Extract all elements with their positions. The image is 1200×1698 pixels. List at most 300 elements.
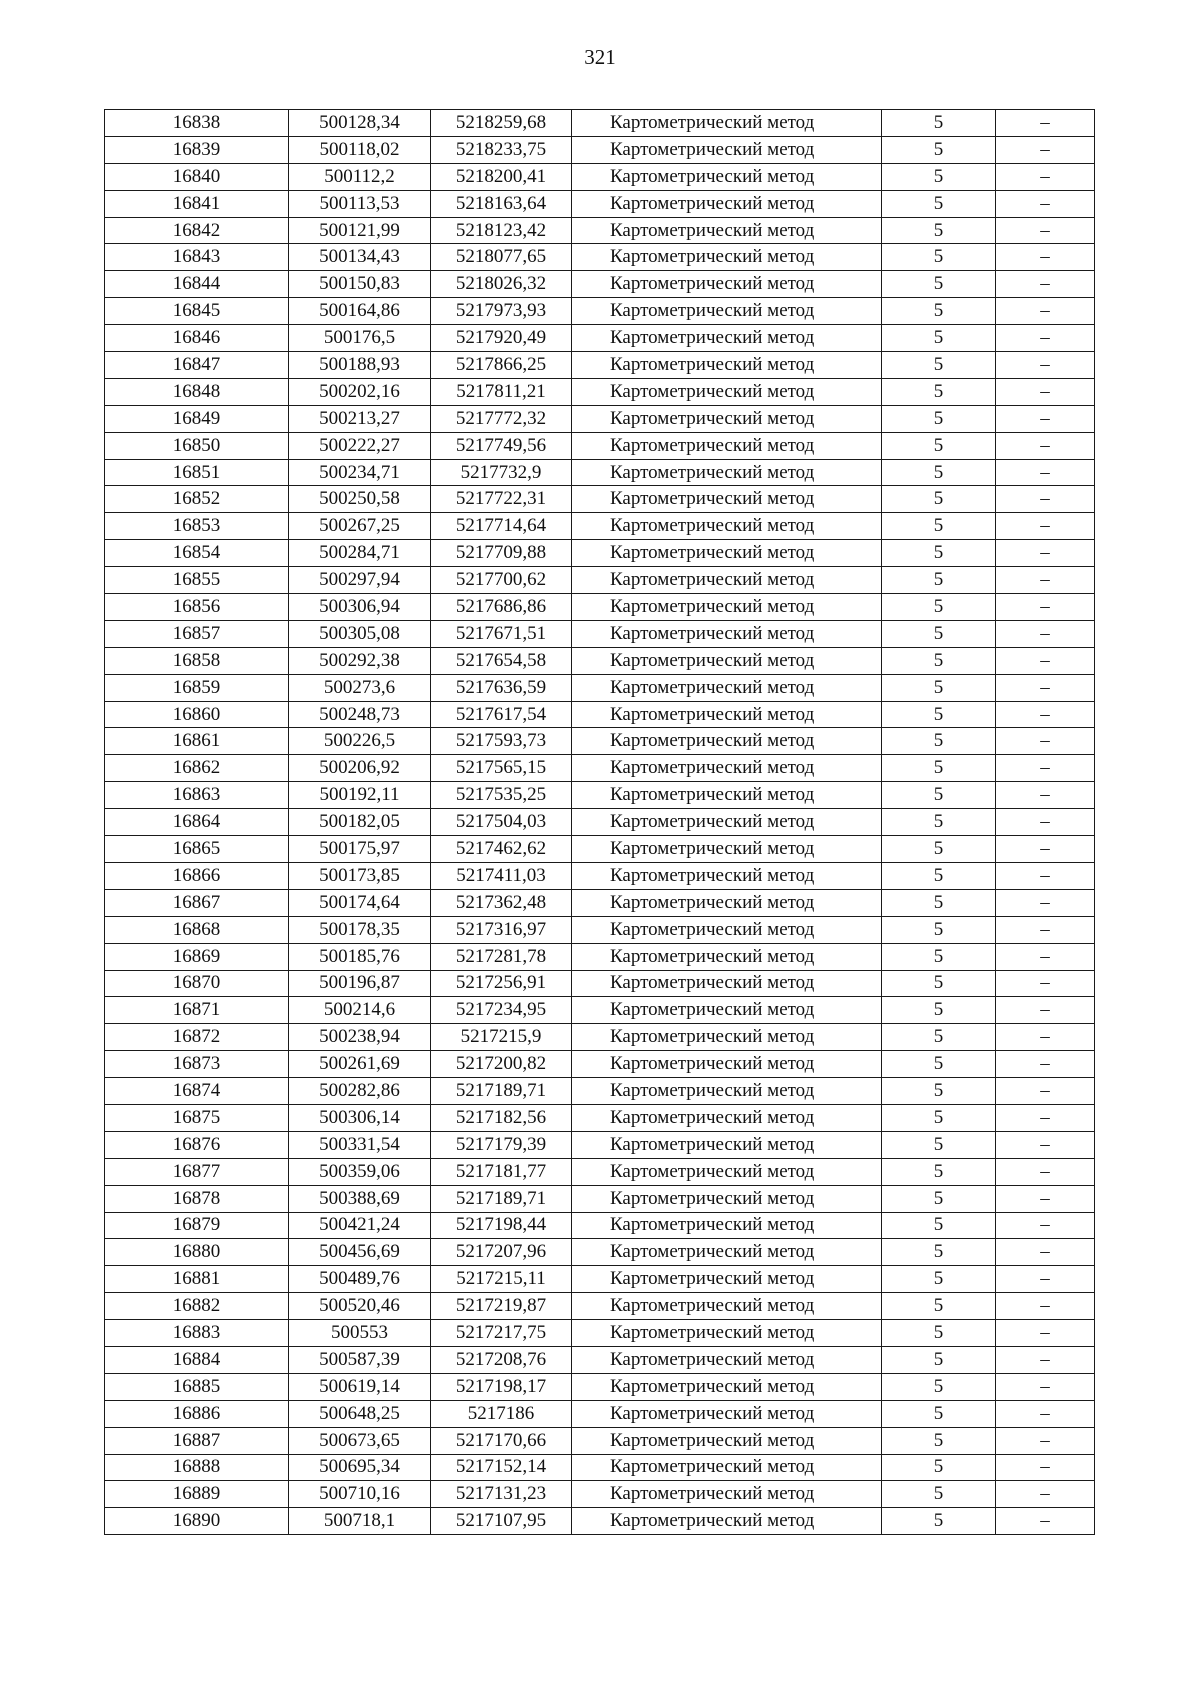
- method-cell: Картометрический метод: [572, 1131, 882, 1158]
- y-coordinate-cell: 5217714,64: [431, 513, 572, 540]
- accuracy-cell: 5: [882, 1024, 996, 1051]
- x-coordinate-cell: 500648,25: [289, 1400, 431, 1427]
- point-number-cell: 16864: [105, 809, 289, 836]
- method-cell: Картометрический метод: [572, 647, 882, 674]
- point-number-cell: 16882: [105, 1293, 289, 1320]
- y-coordinate-cell: 5218163,64: [431, 190, 572, 217]
- note-cell: –: [996, 674, 1095, 701]
- method-cell: Картометрический метод: [572, 1266, 882, 1293]
- note-cell: –: [996, 970, 1095, 997]
- method-cell: Картометрический метод: [572, 620, 882, 647]
- y-coordinate-cell: 5217671,51: [431, 620, 572, 647]
- point-number-cell: 16841: [105, 190, 289, 217]
- table-row: [105, 163, 1095, 190]
- point-number-cell: 16862: [105, 755, 289, 782]
- y-coordinate-cell: 5217217,75: [431, 1320, 572, 1347]
- point-number-cell: 16856: [105, 594, 289, 621]
- note-cell: –: [996, 486, 1095, 513]
- accuracy-cell: 5: [882, 513, 996, 540]
- accuracy-cell: 5: [882, 325, 996, 352]
- coordinates-table: [104, 109, 1095, 1535]
- y-coordinate-cell: 5217462,62: [431, 836, 572, 863]
- y-coordinate-cell: 5217411,03: [431, 862, 572, 889]
- point-number-cell: 16870: [105, 970, 289, 997]
- table-row: [105, 755, 1095, 782]
- table-row: [105, 1320, 1095, 1347]
- note-cell: –: [996, 1131, 1095, 1158]
- accuracy-cell: 5: [882, 862, 996, 889]
- note-cell: –: [996, 244, 1095, 271]
- table-row: [105, 1158, 1095, 1185]
- y-coordinate-cell: 5217749,56: [431, 432, 572, 459]
- method-cell: Картометрический метод: [572, 432, 882, 459]
- method-cell: Картометрический метод: [572, 809, 882, 836]
- y-coordinate-cell: 5217281,78: [431, 943, 572, 970]
- accuracy-cell: 5: [882, 1212, 996, 1239]
- table-row: [105, 943, 1095, 970]
- accuracy-cell: 5: [882, 1320, 996, 1347]
- method-cell: Картометрический метод: [572, 1239, 882, 1266]
- note-cell: –: [996, 916, 1095, 943]
- method-cell: Картометрический метод: [572, 352, 882, 379]
- accuracy-cell: 5: [882, 110, 996, 137]
- x-coordinate-cell: 500282,86: [289, 1078, 431, 1105]
- x-coordinate-cell: 500134,43: [289, 244, 431, 271]
- method-cell: Картометрический метод: [572, 970, 882, 997]
- accuracy-cell: 5: [882, 1454, 996, 1481]
- point-number-cell: 16853: [105, 513, 289, 540]
- point-number-cell: 16875: [105, 1104, 289, 1131]
- x-coordinate-cell: 500248,73: [289, 701, 431, 728]
- accuracy-cell: 5: [882, 594, 996, 621]
- point-number-cell: 16885: [105, 1373, 289, 1400]
- table-row: [105, 217, 1095, 244]
- y-coordinate-cell: 5218077,65: [431, 244, 572, 271]
- point-number-cell: 16860: [105, 701, 289, 728]
- accuracy-cell: 5: [882, 1158, 996, 1185]
- note-cell: –: [996, 1185, 1095, 1212]
- y-coordinate-cell: 5217316,97: [431, 916, 572, 943]
- accuracy-cell: 5: [882, 244, 996, 271]
- x-coordinate-cell: 500173,85: [289, 862, 431, 889]
- method-cell: Картометрический метод: [572, 567, 882, 594]
- y-coordinate-cell: 5217219,87: [431, 1293, 572, 1320]
- method-cell: Картометрический метод: [572, 298, 882, 325]
- table-row: [105, 1293, 1095, 1320]
- accuracy-cell: 5: [882, 916, 996, 943]
- note-cell: –: [996, 298, 1095, 325]
- accuracy-cell: 5: [882, 970, 996, 997]
- y-coordinate-cell: 5217362,48: [431, 889, 572, 916]
- x-coordinate-cell: 500206,92: [289, 755, 431, 782]
- table-row: [105, 889, 1095, 916]
- method-cell: Картометрический метод: [572, 1185, 882, 1212]
- y-coordinate-cell: 5217186: [431, 1400, 572, 1427]
- table-row: [105, 378, 1095, 405]
- accuracy-cell: 5: [882, 943, 996, 970]
- y-coordinate-cell: 5217772,32: [431, 405, 572, 432]
- y-coordinate-cell: 5217722,31: [431, 486, 572, 513]
- point-number-cell: 16847: [105, 352, 289, 379]
- y-coordinate-cell: 5217920,49: [431, 325, 572, 352]
- x-coordinate-cell: 500185,76: [289, 943, 431, 970]
- x-coordinate-cell: 500174,64: [289, 889, 431, 916]
- table-row: [105, 620, 1095, 647]
- point-number-cell: 16840: [105, 163, 289, 190]
- method-cell: Картометрический метод: [572, 136, 882, 163]
- accuracy-cell: 5: [882, 1266, 996, 1293]
- point-number-cell: 16859: [105, 674, 289, 701]
- method-cell: Картометрический метод: [572, 486, 882, 513]
- method-cell: Картометрический метод: [572, 163, 882, 190]
- x-coordinate-cell: 500121,99: [289, 217, 431, 244]
- note-cell: –: [996, 378, 1095, 405]
- x-coordinate-cell: 500175,97: [289, 836, 431, 863]
- x-coordinate-cell: 500273,6: [289, 674, 431, 701]
- method-cell: Картометрический метод: [572, 217, 882, 244]
- y-coordinate-cell: 5217732,9: [431, 459, 572, 486]
- note-cell: –: [996, 1481, 1095, 1508]
- x-coordinate-cell: 500267,25: [289, 513, 431, 540]
- point-number-cell: 16861: [105, 728, 289, 755]
- accuracy-cell: 5: [882, 1293, 996, 1320]
- accuracy-cell: 5: [882, 1131, 996, 1158]
- x-coordinate-cell: 500306,94: [289, 594, 431, 621]
- accuracy-cell: 5: [882, 1078, 996, 1105]
- y-coordinate-cell: 5217709,88: [431, 540, 572, 567]
- accuracy-cell: 5: [882, 674, 996, 701]
- x-coordinate-cell: 500118,02: [289, 136, 431, 163]
- accuracy-cell: 5: [882, 217, 996, 244]
- table-row: [105, 540, 1095, 567]
- note-cell: –: [996, 701, 1095, 728]
- x-coordinate-cell: 500176,5: [289, 325, 431, 352]
- table-row: [105, 674, 1095, 701]
- point-number-cell: 16851: [105, 459, 289, 486]
- table-row: [105, 594, 1095, 621]
- accuracy-cell: 5: [882, 1239, 996, 1266]
- y-coordinate-cell: 5217200,82: [431, 1051, 572, 1078]
- point-number-cell: 16871: [105, 997, 289, 1024]
- accuracy-cell: 5: [882, 1373, 996, 1400]
- point-number-cell: 16880: [105, 1239, 289, 1266]
- method-cell: Картометрический метод: [572, 1078, 882, 1105]
- x-coordinate-cell: 500226,5: [289, 728, 431, 755]
- accuracy-cell: 5: [882, 782, 996, 809]
- table-row: [105, 1212, 1095, 1239]
- table-row: [105, 486, 1095, 513]
- method-cell: Картометрический метод: [572, 110, 882, 137]
- method-cell: Картометрический метод: [572, 755, 882, 782]
- y-coordinate-cell: 5217654,58: [431, 647, 572, 674]
- point-number-cell: 16845: [105, 298, 289, 325]
- table-row: [105, 1185, 1095, 1212]
- x-coordinate-cell: 500305,08: [289, 620, 431, 647]
- method-cell: Картометрический метод: [572, 594, 882, 621]
- note-cell: –: [996, 1266, 1095, 1293]
- method-cell: Картометрический метод: [572, 1051, 882, 1078]
- method-cell: Картометрический метод: [572, 1346, 882, 1373]
- y-coordinate-cell: 5217617,54: [431, 701, 572, 728]
- y-coordinate-cell: 5217152,14: [431, 1454, 572, 1481]
- method-cell: Картометрический метод: [572, 1400, 882, 1427]
- table-row: [105, 325, 1095, 352]
- method-cell: Картометрический метод: [572, 916, 882, 943]
- note-cell: –: [996, 1293, 1095, 1320]
- table-row: [105, 271, 1095, 298]
- table-row: [105, 1427, 1095, 1454]
- point-number-cell: 16877: [105, 1158, 289, 1185]
- y-coordinate-cell: 5217215,9: [431, 1024, 572, 1051]
- accuracy-cell: 5: [882, 486, 996, 513]
- accuracy-cell: 5: [882, 405, 996, 432]
- table-row: [105, 728, 1095, 755]
- y-coordinate-cell: 5218200,41: [431, 163, 572, 190]
- x-coordinate-cell: 500178,35: [289, 916, 431, 943]
- table-row: [105, 190, 1095, 217]
- note-cell: –: [996, 513, 1095, 540]
- accuracy-cell: 5: [882, 701, 996, 728]
- note-cell: –: [996, 1212, 1095, 1239]
- x-coordinate-cell: 500456,69: [289, 1239, 431, 1266]
- note-cell: –: [996, 1320, 1095, 1347]
- accuracy-cell: 5: [882, 836, 996, 863]
- x-coordinate-cell: 500150,83: [289, 271, 431, 298]
- x-coordinate-cell: 500619,14: [289, 1373, 431, 1400]
- method-cell: Картометрический метод: [572, 674, 882, 701]
- x-coordinate-cell: 500128,34: [289, 110, 431, 137]
- note-cell: –: [996, 271, 1095, 298]
- note-cell: –: [996, 1239, 1095, 1266]
- point-number-cell: 16876: [105, 1131, 289, 1158]
- x-coordinate-cell: 500164,86: [289, 298, 431, 325]
- accuracy-cell: 5: [882, 647, 996, 674]
- table-row: [105, 513, 1095, 540]
- table-row: [105, 1454, 1095, 1481]
- point-number-cell: 16890: [105, 1508, 289, 1535]
- accuracy-cell: 5: [882, 136, 996, 163]
- x-coordinate-cell: 500718,1: [289, 1508, 431, 1535]
- point-number-cell: 16869: [105, 943, 289, 970]
- table-row: [105, 352, 1095, 379]
- note-cell: –: [996, 1051, 1095, 1078]
- method-cell: Картометрический метод: [572, 997, 882, 1024]
- point-number-cell: 16863: [105, 782, 289, 809]
- point-number-cell: 16883: [105, 1320, 289, 1347]
- table-row: [105, 916, 1095, 943]
- method-cell: Картометрический метод: [572, 378, 882, 405]
- y-coordinate-cell: 5217208,76: [431, 1346, 572, 1373]
- method-cell: Картометрический метод: [572, 728, 882, 755]
- method-cell: Картометрический метод: [572, 862, 882, 889]
- table-row: [105, 1400, 1095, 1427]
- point-number-cell: 16868: [105, 916, 289, 943]
- table-row: [105, 1051, 1095, 1078]
- accuracy-cell: 5: [882, 271, 996, 298]
- method-cell: Картометрический метод: [572, 782, 882, 809]
- x-coordinate-cell: 500388,69: [289, 1185, 431, 1212]
- x-coordinate-cell: 500192,11: [289, 782, 431, 809]
- accuracy-cell: 5: [882, 1508, 996, 1535]
- y-coordinate-cell: 5217234,95: [431, 997, 572, 1024]
- note-cell: –: [996, 647, 1095, 674]
- y-coordinate-cell: 5217215,11: [431, 1266, 572, 1293]
- point-number-cell: 16838: [105, 110, 289, 137]
- note-cell: –: [996, 620, 1095, 647]
- table-row: [105, 647, 1095, 674]
- table-row: [105, 136, 1095, 163]
- accuracy-cell: 5: [882, 997, 996, 1024]
- y-coordinate-cell: 5217593,73: [431, 728, 572, 755]
- table-row: [105, 298, 1095, 325]
- note-cell: –: [996, 163, 1095, 190]
- y-coordinate-cell: 5217198,17: [431, 1373, 572, 1400]
- accuracy-cell: 5: [882, 1400, 996, 1427]
- x-coordinate-cell: 500695,34: [289, 1454, 431, 1481]
- x-coordinate-cell: 500112,2: [289, 163, 431, 190]
- note-cell: –: [996, 728, 1095, 755]
- point-number-cell: 16879: [105, 1212, 289, 1239]
- x-coordinate-cell: 500113,53: [289, 190, 431, 217]
- note-cell: –: [996, 809, 1095, 836]
- table-row: [105, 244, 1095, 271]
- method-cell: Картометрический метод: [572, 271, 882, 298]
- y-coordinate-cell: 5217866,25: [431, 352, 572, 379]
- method-cell: Картометрический метод: [572, 325, 882, 352]
- accuracy-cell: 5: [882, 459, 996, 486]
- x-coordinate-cell: 500222,27: [289, 432, 431, 459]
- accuracy-cell: 5: [882, 1051, 996, 1078]
- accuracy-cell: 5: [882, 1104, 996, 1131]
- accuracy-cell: 5: [882, 432, 996, 459]
- point-number-cell: 16852: [105, 486, 289, 513]
- method-cell: Картометрический метод: [572, 1481, 882, 1508]
- method-cell: Картометрический метод: [572, 889, 882, 916]
- note-cell: –: [996, 567, 1095, 594]
- accuracy-cell: 5: [882, 728, 996, 755]
- method-cell: Картометрический метод: [572, 1293, 882, 1320]
- point-number-cell: 16844: [105, 271, 289, 298]
- table-body: [105, 110, 1095, 1535]
- x-coordinate-cell: 500297,94: [289, 567, 431, 594]
- accuracy-cell: 5: [882, 889, 996, 916]
- x-coordinate-cell: 500710,16: [289, 1481, 431, 1508]
- accuracy-cell: 5: [882, 298, 996, 325]
- method-cell: Картометрический метод: [572, 1158, 882, 1185]
- point-number-cell: 16842: [105, 217, 289, 244]
- point-number-cell: 16846: [105, 325, 289, 352]
- table-row: [105, 567, 1095, 594]
- point-number-cell: 16878: [105, 1185, 289, 1212]
- x-coordinate-cell: 500306,14: [289, 1104, 431, 1131]
- point-number-cell: 16886: [105, 1400, 289, 1427]
- table-row: [105, 432, 1095, 459]
- table-row: [105, 970, 1095, 997]
- note-cell: –: [996, 997, 1095, 1024]
- note-cell: –: [996, 1158, 1095, 1185]
- accuracy-cell: 5: [882, 163, 996, 190]
- note-cell: –: [996, 432, 1095, 459]
- y-coordinate-cell: 5217973,93: [431, 298, 572, 325]
- x-coordinate-cell: 500331,54: [289, 1131, 431, 1158]
- note-cell: –: [996, 352, 1095, 379]
- method-cell: Картометрический метод: [572, 1212, 882, 1239]
- note-cell: –: [996, 862, 1095, 889]
- note-cell: –: [996, 1104, 1095, 1131]
- page-number: 321: [584, 45, 616, 69]
- point-number-cell: 16889: [105, 1481, 289, 1508]
- x-coordinate-cell: 500489,76: [289, 1266, 431, 1293]
- method-cell: Картометрический метод: [572, 1373, 882, 1400]
- method-cell: Картометрический метод: [572, 1104, 882, 1131]
- x-coordinate-cell: 500553: [289, 1320, 431, 1347]
- x-coordinate-cell: 500587,39: [289, 1346, 431, 1373]
- y-coordinate-cell: 5217107,95: [431, 1508, 572, 1535]
- x-coordinate-cell: 500214,6: [289, 997, 431, 1024]
- method-cell: Картометрический метод: [572, 1320, 882, 1347]
- x-coordinate-cell: 500182,05: [289, 809, 431, 836]
- table-row: [105, 1131, 1095, 1158]
- method-cell: Картометрический метод: [572, 540, 882, 567]
- note-cell: –: [996, 889, 1095, 916]
- y-coordinate-cell: 5218026,32: [431, 271, 572, 298]
- note-cell: –: [996, 217, 1095, 244]
- x-coordinate-cell: 500213,27: [289, 405, 431, 432]
- point-number-cell: 16874: [105, 1078, 289, 1105]
- table-row: [105, 1078, 1095, 1105]
- x-coordinate-cell: 500238,94: [289, 1024, 431, 1051]
- note-cell: –: [996, 1400, 1095, 1427]
- point-number-cell: 16854: [105, 540, 289, 567]
- y-coordinate-cell: 5217811,21: [431, 378, 572, 405]
- y-coordinate-cell: 5218233,75: [431, 136, 572, 163]
- y-coordinate-cell: 5217179,39: [431, 1131, 572, 1158]
- table-row: [105, 1239, 1095, 1266]
- point-number-cell: 16867: [105, 889, 289, 916]
- y-coordinate-cell: 5217182,56: [431, 1104, 572, 1131]
- point-number-cell: 16881: [105, 1266, 289, 1293]
- x-coordinate-cell: 500359,06: [289, 1158, 431, 1185]
- method-cell: Картометрический метод: [572, 459, 882, 486]
- accuracy-cell: 5: [882, 1346, 996, 1373]
- point-number-cell: 16858: [105, 647, 289, 674]
- method-cell: Картометрический метод: [572, 244, 882, 271]
- table-row: [105, 809, 1095, 836]
- y-coordinate-cell: 5217170,66: [431, 1427, 572, 1454]
- note-cell: –: [996, 540, 1095, 567]
- table-row: [105, 459, 1095, 486]
- accuracy-cell: 5: [882, 190, 996, 217]
- x-coordinate-cell: 500188,93: [289, 352, 431, 379]
- note-cell: –: [996, 190, 1095, 217]
- method-cell: Картометрический метод: [572, 190, 882, 217]
- table-row: [105, 1266, 1095, 1293]
- note-cell: –: [996, 325, 1095, 352]
- y-coordinate-cell: 5217535,25: [431, 782, 572, 809]
- table-row: [105, 862, 1095, 889]
- y-coordinate-cell: 5217700,62: [431, 567, 572, 594]
- method-cell: Картометрический метод: [572, 943, 882, 970]
- x-coordinate-cell: 500520,46: [289, 1293, 431, 1320]
- point-number-cell: 16888: [105, 1454, 289, 1481]
- table-row: [105, 1508, 1095, 1535]
- x-coordinate-cell: 500284,71: [289, 540, 431, 567]
- table-row: [105, 997, 1095, 1024]
- accuracy-cell: 5: [882, 352, 996, 379]
- accuracy-cell: 5: [882, 809, 996, 836]
- y-coordinate-cell: 5217207,96: [431, 1239, 572, 1266]
- accuracy-cell: 5: [882, 1481, 996, 1508]
